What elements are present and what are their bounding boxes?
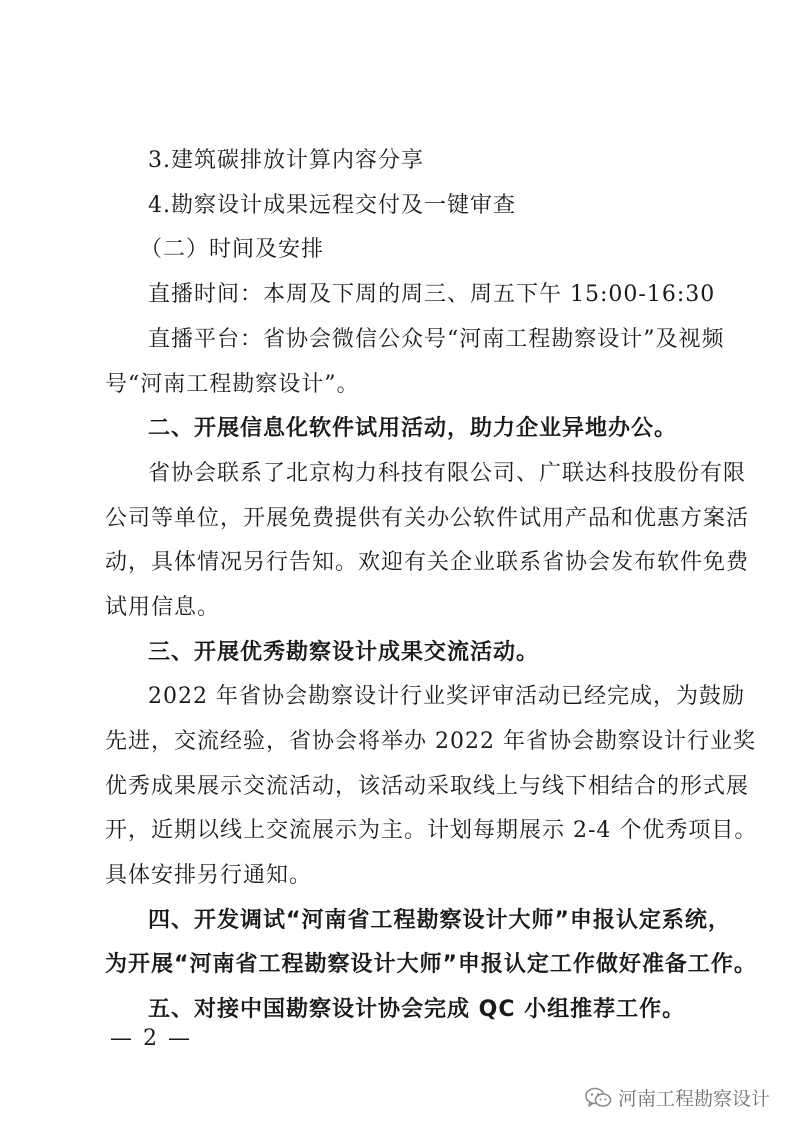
- paragraph-line: 省协会联系了北京构力科技有限公司、广联达科技股份有限: [148, 461, 747, 486]
- watermark-text: 河南工程勘察设计: [617, 1088, 770, 1110]
- section-heading-2: 二、开展信息化软件试用活动，助力企业异地办公。: [148, 416, 678, 441]
- paragraph-line: 2022 年省协会勘察设计行业奖评审活动已经完成，为鼓励: [148, 684, 745, 709]
- live-time: 直播时间：本周及下周的周三、周五下午 15:00-16:30: [148, 282, 716, 307]
- subsection-heading-time: （二）时间及安排: [140, 237, 325, 262]
- wechat-icon: [584, 1086, 612, 1110]
- watermark: [584, 1084, 770, 1111]
- live-platform-cont: 号“河南工程勘察设计”。: [105, 372, 360, 397]
- paragraph-line: 试用信息。: [105, 595, 221, 620]
- page-number: — 2 —: [110, 1026, 192, 1051]
- list-item-4: 4.勘察设计成果远程交付及一键审查: [148, 193, 516, 218]
- paragraph-line: 先进，交流经验，省协会将举办 2022 年省协会勘察设计行业奖: [105, 729, 756, 754]
- section-heading-4: 四、开发调试“河南省工程勘察设计大师”申报认定系统，: [148, 908, 731, 933]
- paragraph-line: 公司等单位，开展免费提供有关办公软件试用产品和优惠方案活: [105, 506, 750, 531]
- list-item-3: 3.建筑碳排放计算内容分享: [148, 148, 424, 173]
- paragraph-line: 优秀成果展示交流活动，该活动采取线上与线下相结合的形式展: [105, 774, 750, 799]
- section-heading-5: 五、对接中国勘察设计协会完成 QC 小组推荐工作。: [148, 997, 686, 1022]
- paragraph-line: 动，具体情况另行告知。欢迎有关企业联系省协会发布软件免费: [105, 550, 750, 575]
- paragraph-line: 开，近期以线上交流展示为主。计划每期展示 2-4 个优秀项目。: [105, 818, 758, 843]
- section-heading-4-cont: 为开展“河南省工程勘察设计大师”申报认定工作做好准备工作。: [105, 952, 757, 977]
- live-platform: 直播平台：省协会微信公众号“河南工程勘察设计”及视频: [148, 327, 725, 352]
- section-heading-3: 三、开展优秀勘察设计成果交流活动。: [148, 640, 540, 665]
- paragraph-line: 具体安排另行通知。: [105, 863, 313, 888]
